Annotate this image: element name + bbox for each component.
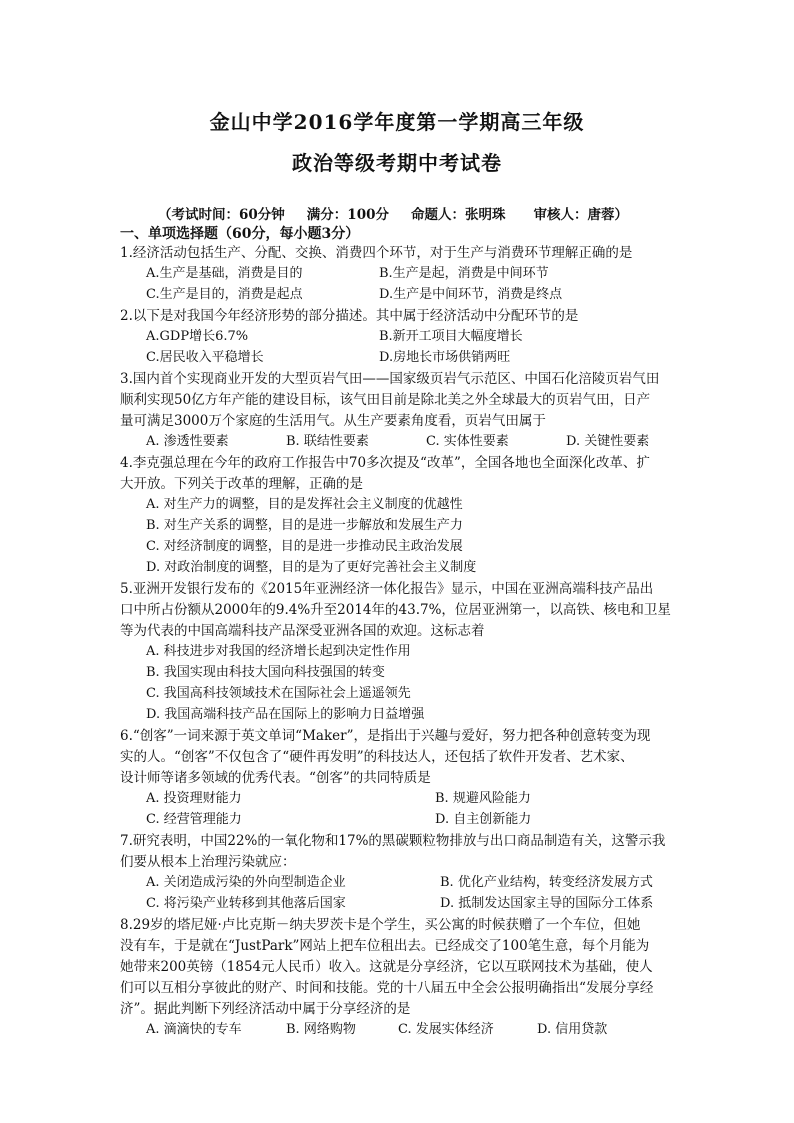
question-6-option-c: C. 经营管理能力 <box>146 812 242 827</box>
exam-reviewer: 审核人：唐蓉） <box>533 207 628 223</box>
question-5-option-c: C. 我国高科技领域技术在国际社会上遥遥领先 <box>146 686 411 701</box>
question-1-option-a: A.生产是基础，消费是目的 <box>146 266 303 281</box>
question-4-option-c: C. 对经济制度的调整，目的是进一步推动民主政治发展 <box>146 539 463 554</box>
question-6-line-1: 6.“创客”一词来源于英文单词“Maker”，是指出于兴趣与爱好，努力把各种创意转变为现 <box>120 728 651 744</box>
question-8-option-a: A. 滴滴快的专车 <box>146 1022 242 1037</box>
exam-title: 金山中学2016学年度第一学期高三年级 <box>209 110 585 134</box>
question-3-option-a: A. 渗透性要素 <box>146 434 229 449</box>
question-7-line-2: 们要从根本上治理污染就应： <box>120 854 296 870</box>
question-4-line-1: 4.李克强总理在今年的政府工作报告中70多次提及“改革”，全国各地也全面深化改革、扩 <box>120 455 650 471</box>
question-6-line-3: 设计师等诸多领域的优秀代表。“创客”的共同特质是 <box>120 770 431 786</box>
question-4-option-a: A. 对生产力的调整，目的是发挥社会主义制度的优越性 <box>146 497 463 512</box>
question-7-line-1: 7.研究表明，中国22%的一氧化物和17%的黑碳颗粒物排放与出口商品制造有关，这警示我 <box>120 833 666 849</box>
question-4-line-2: 大开放。下列关于改革的理解，正确的是 <box>120 476 363 492</box>
section-heading: 一、单项选择题（60分，每小题3分） <box>120 226 360 242</box>
question-7-option-d: D. 抵制发达国家主导的国际分工体系 <box>440 896 654 911</box>
exam-author: 命题人：张明珠 <box>410 207 506 223</box>
question-6-option-a: A. 投资理财能力 <box>146 791 242 806</box>
question-8-line-4: 们可以互相分享彼此的财产、时间和技能。党的十八届五中全会公报明确指出“发展分享经 <box>120 980 654 996</box>
question-2-option-d: D.房地长市场供销两旺 <box>379 350 511 365</box>
question-2-option-c: C.居民收入平稳增长 <box>146 350 264 365</box>
question-8-line-2: 没有车，于是就在“JustPark”网站上把车位租出去。已经成交了100笔生意，每个月能为 <box>120 938 650 954</box>
question-5-option-a: A. 科技进步对我国的经济增长起到决定性作用 <box>146 644 411 659</box>
question-1-option-b: B.生产是起，消费是中间环节 <box>379 266 549 281</box>
question-6-option-b: B. 规避风险能力 <box>435 791 531 806</box>
question-1-option-c: C.生产是目的，消费是起点 <box>146 287 303 302</box>
question-5-line-3: 等为代表的中国高端科技产品深受亚洲各国的欢迎。这标志着 <box>120 623 485 639</box>
question-8-line-5: 济”。据此判断下列经济活动中属于分享经济的是 <box>120 1001 411 1017</box>
question-3-line-1: 3.国内首个实现商业开发的大型页岩气田——国家级页岩气示范区、中国石化涪陵页岩气田 <box>120 371 660 387</box>
question-1-option-d: D.生产是中间环节，消费是终点 <box>379 287 563 302</box>
question-2-stem: 2.以下是对我国今年经济形势的部分描述。其中属于经济活动中分配环节的是 <box>120 308 579 324</box>
question-3-line-2: 顺利实现50亿方年产能的建设目标，该气田目前是除北美之外全球最大的页岩气田，日产 <box>120 392 651 408</box>
exam-score: 满分：100分 <box>306 207 389 223</box>
question-8-option-b: B. 网络购物 <box>286 1022 356 1037</box>
question-3-line-3: 量可满足3000万个家庭的生活用气。从生产要素角度看，页岩气田属于 <box>120 413 546 429</box>
question-5-line-2: 口中所占份额从2000年的9.4%升至2014年的43.7%，位居亚洲第一，以高铁、核电和卫星 <box>120 602 671 618</box>
question-3-option-b: B. 联结性要素 <box>286 434 369 449</box>
question-8-option-d: D. 信用贷款 <box>537 1022 608 1037</box>
exam-info <box>158 203 650 223</box>
question-2-option-a: A.GDP增长6.7% <box>146 329 249 344</box>
question-6-line-2: 实的人。“创客”不仅包含了“硬件再发明”的科技达人，还包括了软件开发者、艺术家、 <box>120 749 634 765</box>
question-8-line-3: 她带来200英镑（1854元人民币）收入。这就是分享经济，它以互联网技术为基础，使人 <box>120 959 653 975</box>
question-5-option-b: B. 我国实现由科技大国向科技强国的转变 <box>146 665 385 680</box>
question-7-option-a: A. 关闭造成污染的外向型制造企业 <box>146 875 346 890</box>
question-2-option-b: B.新开工项目大幅度增长 <box>379 329 523 344</box>
question-5-option-d: D. 我国高端科技产品在国际上的影响力日益增强 <box>146 707 425 722</box>
question-8-option-c: C. 发展实体经济 <box>398 1022 494 1037</box>
question-7-option-b: B. 优化产业结构，转变经济发展方式 <box>440 875 653 890</box>
question-4-option-d: D. 对政治制度的调整，目的是为了更好完善社会主义制度 <box>146 560 477 575</box>
question-8-line-1: 8.29岁的塔尼娅·卢比克斯－纳夫罗茨卡是个学生，买公寓的时候获赠了一个车位，但她 <box>120 917 641 933</box>
question-3-option-c: C. 实体性要素 <box>426 434 509 449</box>
exam-subtitle: 政治等级考期中考试卷 <box>292 151 502 175</box>
question-6-option-d: D. 自主创新能力 <box>435 812 532 827</box>
exam-time: （考试时间：60分钟 <box>158 207 285 223</box>
question-4-option-b: B. 对生产关系的调整，目的是进一步解放和发展生产力 <box>146 518 463 533</box>
question-7-option-c: C. 将污染产业转移到其他落后国家 <box>146 896 346 911</box>
question-5-line-1: 5.亚洲开发银行发布的《2015年亚洲经济一体化报告》显示，中国在亚洲高端科技产品出 <box>120 581 654 597</box>
question-1-stem: 1.经济活动包括生产、分配、交换、消费四个环节，对于生产与消费环节理解正确的是 <box>120 245 633 261</box>
question-3-option-d: D. 关键性要素 <box>566 434 650 449</box>
